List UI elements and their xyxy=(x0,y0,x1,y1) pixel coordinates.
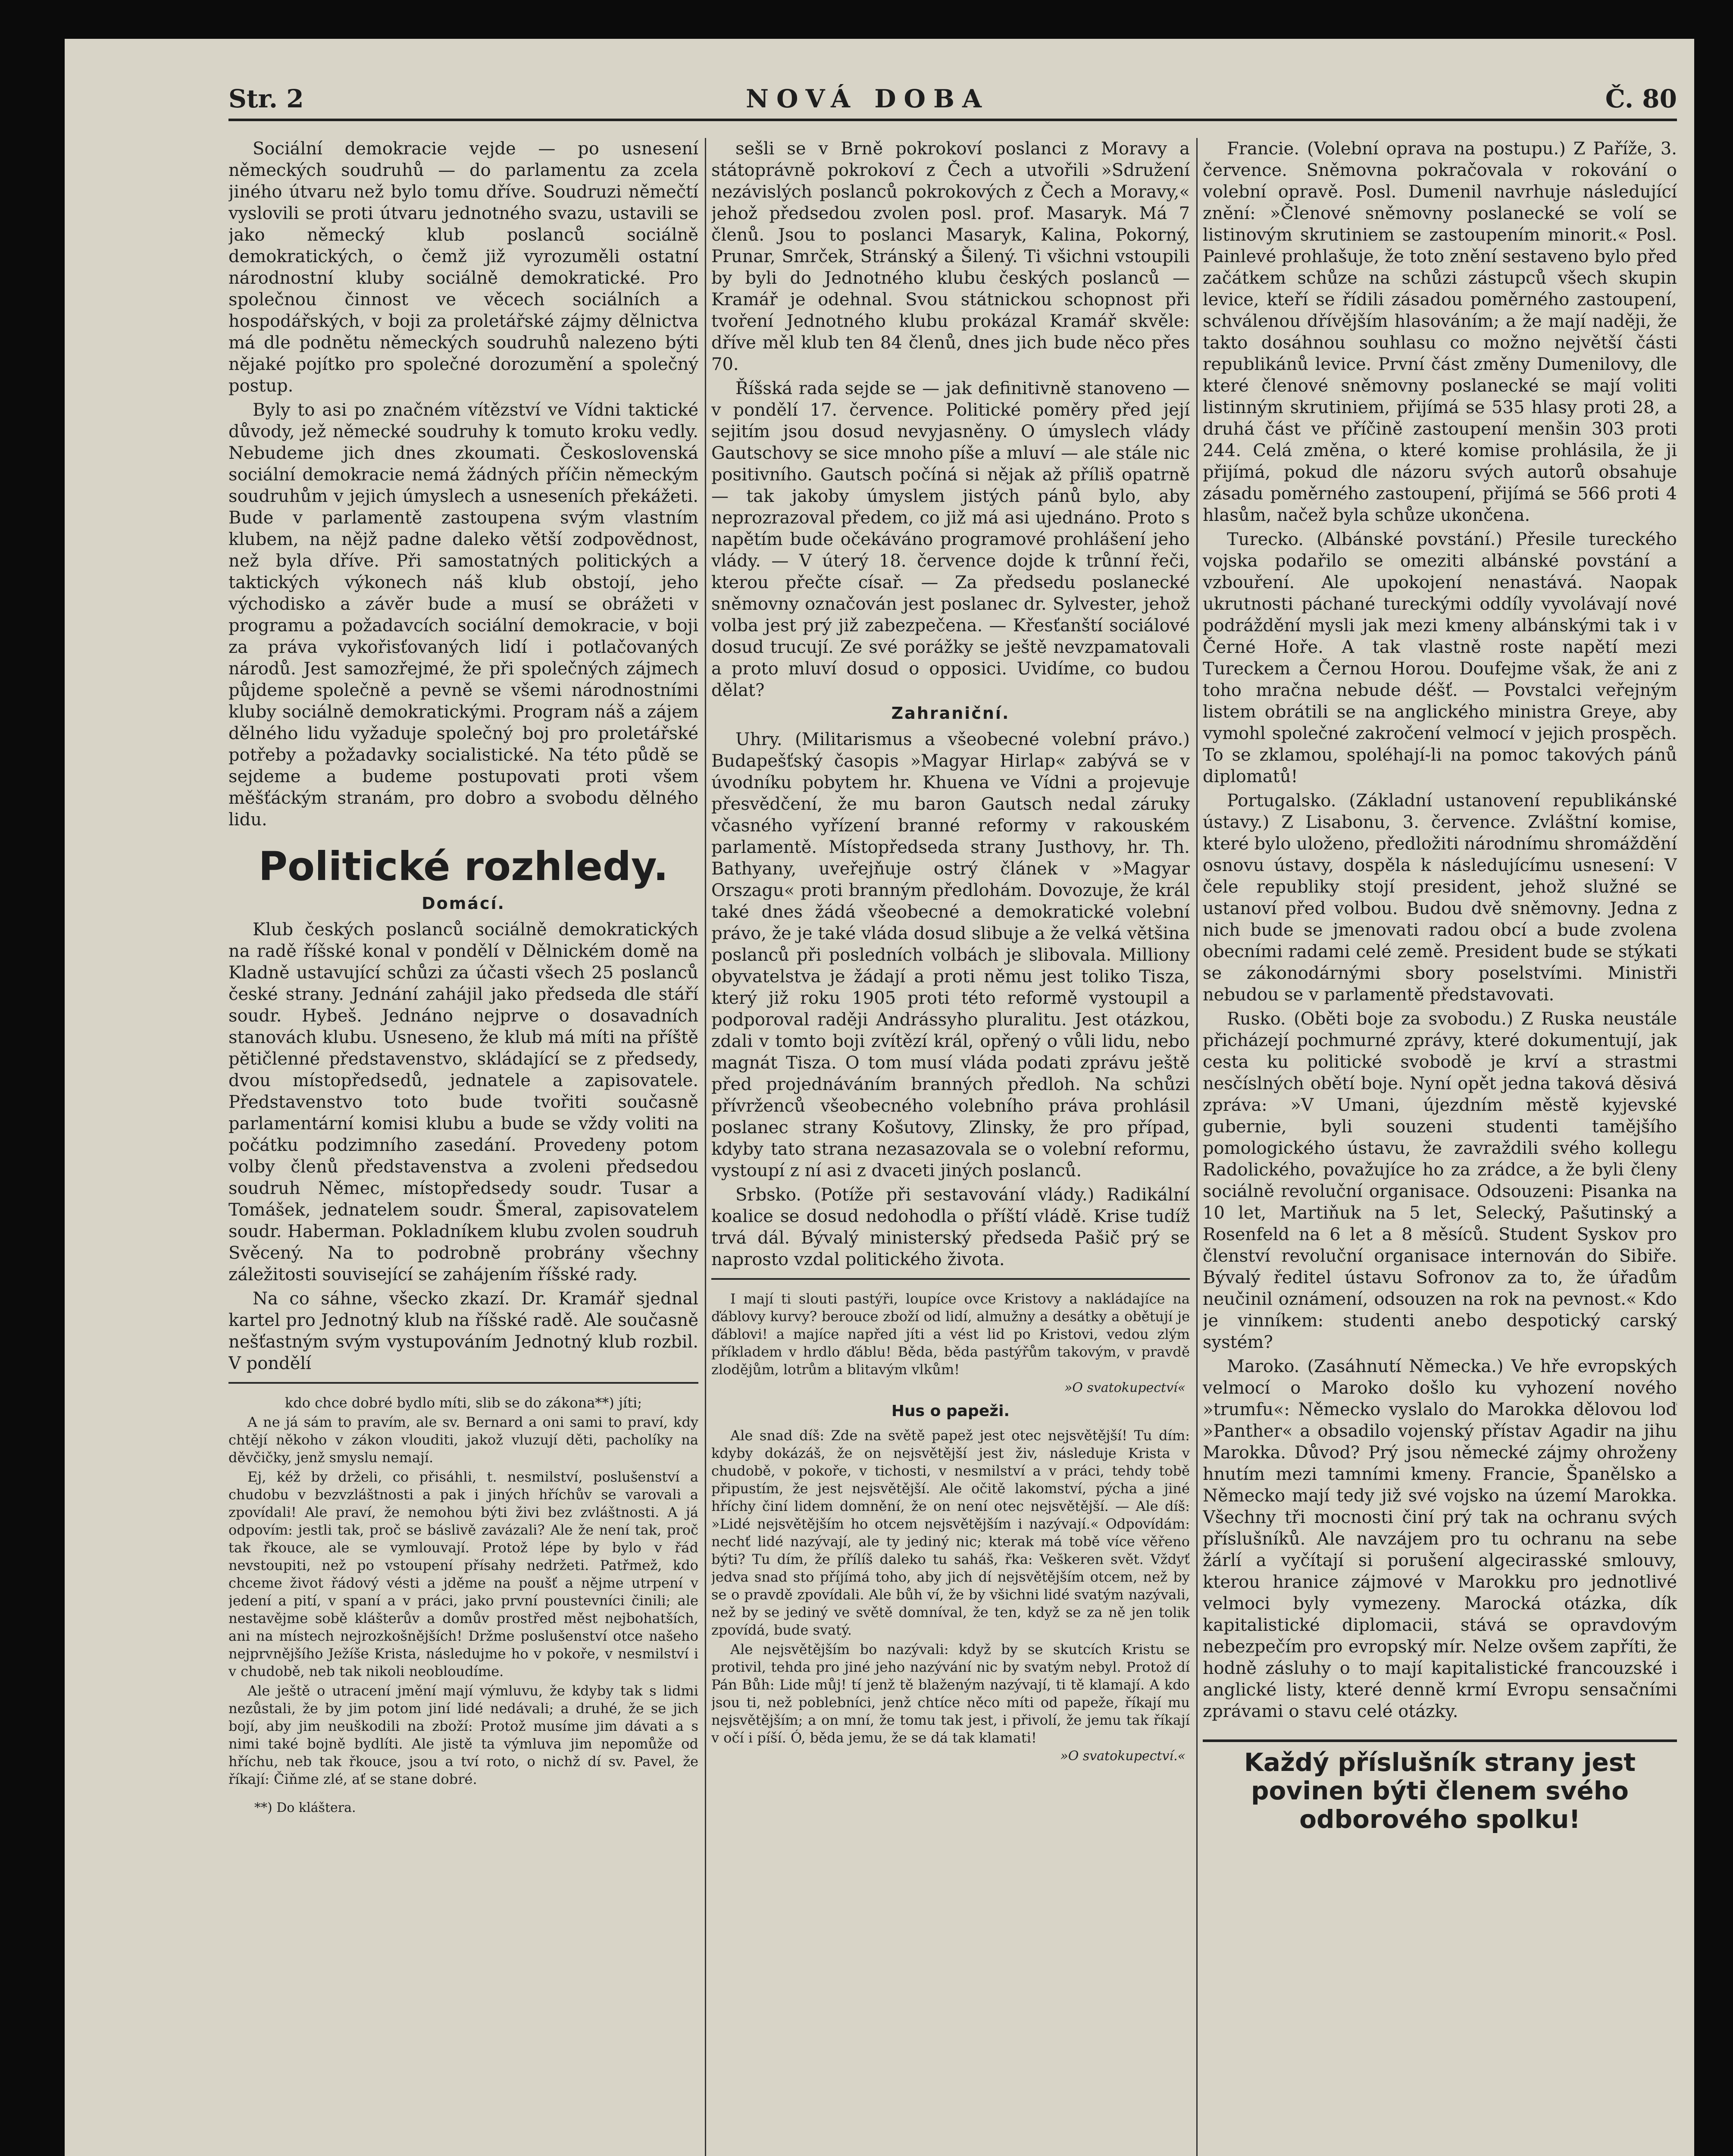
footnote: **) Do kláštera. xyxy=(254,1800,356,1815)
column-rule-2 xyxy=(1196,138,1198,2156)
feuilleton-rule xyxy=(228,1382,698,1384)
feuilleton-paragraph: I mají ti slouti pastýři, loupíce ovce Kristovy a nakládajíce na ďáblovy kurvy? berouce zboží od lidí, almužny a desátky a obětují je ďáblovi! a majíce napřed jíti a vést lid po Kristovi, vedou zlým příkladem v hrdlo ďáblu! Běda, běda pastýřům takovým, v pravdě zlodějům, lotrům a blitavým vlkům! xyxy=(711,1291,1190,1378)
paper-name: NOVÁ DOBA xyxy=(746,84,990,113)
article-paragraph: Byly to asi po značném vítězství ve Vídni taktické důvody, jež německé soudruhy k tomuto kroku vedly. Nebudeme jich dnes zkoumati. Československá sociální demokracie nemá žádných příčin německým soudruhům v jejich úmyslech a usneseních překážeti. Bude v parlamentě zastoupena svým vlastním klubem, na nějž padne daleko větší zodpovědnost, než byla dříve. Při samostatných politických a taktických výkonech náš klub obstojí, jeho východisko a závěr bude a musí se obrážeti v programu a požadavcích sociální demokracie, v boji za práva vykořisťovaných lidí i potlačovaných národů. Jest samozřejmé, že při společných zájmech půjdeme společně a pevně se všemi národnostními kluby sociálně demokratickými. Program náš a zájem dělného lidu vyžaduje společný boj pro proletářské potřeby a požadavky socialistické. Na této půdě se sejdeme a budeme postupovati proti všem měšťáckým stranám, pro dobro a svobodu dělného lidu. xyxy=(228,400,698,830)
issue-number: Č. 80 xyxy=(1605,84,1677,113)
feuilleton-paragraph: Ej, kéž by drželi, co přisáhli, t. nesmilství, poslušenství a chudobu v bezvzláštnosti a pak i jiných hříchův se varovali a zpovídali! Ale praví, že nemohou býti živi bez zvláštnosti. A já odpovím: jestli tak, proč se báslivě zavázali? Ale že není tak, proč tak řkouce, ale se vymlouvají. Protož lépe by bylo v řád nevstoupiti, než po vstoupení přísahy nedržeti. Patřmež, kdo chceme život řádový vésti a jděme na poušť a nějme utrpení v jedení a pití, v spaní a v práci, jako první poustevníci činili; ale nestavějme sobě klášterův a domův prostřed měst nejbohatších, ani na místech nejrozkošnějších! Držme poslušenství otce našeho nejprvnějšího Ježíše Krista, následujme ho v pokoře, v nesmilství i v chudobě, neb tak nikoli neobloudíme. xyxy=(228,1469,698,1680)
column-right xyxy=(1203,138,1677,2156)
feuilleton-paragraph: Ale nejsvětějším bo nazývali: když by se skutcích Kristu se protivil, tehda pro jiné jeho nazývání nic by svatým nebyl. Protož dí Pán Bůh: Lide můj! tí jenž tě blaženým nazývají, ti tě klamají. A kdo jsou ti, než poblebníci, jenž chtíce něco míti od papeže, říkají mu nejsvětějším; a on mní, že tomu tak jest, i přivolí, že jemu tak říkají v očí i píší. Ó, běda jemu, že se dá tak klamati! xyxy=(711,1641,1190,1746)
page-number: Str. 2 xyxy=(228,84,304,113)
article-paragraph: Turecko. (Albánské povstání.) Přesile tureckého vojska podařilo se omeziti albánské povstání a vzbouření. Ale upokojení nenastává. Naopak ukrutnosti páchané tureckými oddíly vyvolávají nové podráždění mysli jak mezi kmeny albánskými tak i v Černé Hoře. A tak vlastně roste napětí mezi Tureckem a Černou Horou. Doufejme však, že ani z toho mračna nebude déšť. — Povstalci veřejným listem obrátili se na anglického ministra Greye, aby vymohl společné zakročení velmocí v jejich prospěch. To se zklamou, spoléhají-li na pomoc takových pánů diplomatů! xyxy=(1203,530,1677,787)
feuilleton-source: »O svatokupectví« xyxy=(1064,1380,1186,1395)
section-subheading: Domácí. xyxy=(422,894,505,913)
feuilleton-paragraph: A ne já sám to pravím, ale sv. Bernard a oni sami to praví, kdy chtějí někoho v zákon vlouditi, jakož vluzují děti, pacholíky na děvčičky, jenž smyslu nemají. xyxy=(228,1414,698,1466)
article-paragraph: Srbsko. (Potíže při sestavování vlády.) Radikální koalice se dosud nedohodla o příští vládě. Krise tudíž trvá dál. Bývalý ministerský předseda Pašič prý se naprosto vzdal politického života. xyxy=(711,1185,1190,1269)
article-paragraph: Uhry. (Militarismus a všeobecné volební právo.) Budapešťský časopis »Magyar Hirlap« zabývá se v úvodníku pobytem hr. Khuena ve Vídni a projevuje přesvědčení, že mu baron Gautsch nedal záruky včasného vyřízení branné reformy v rakouském parlamentě. Místopředseda strany Justhovy, hr. Th. Bathyany, uveřejňuje ostrý článek v »Magyar Orszagu« proti branným předlohám. Dovozuje, že král také dnes žádá všeobecné a demokratické volební právo, že je také vláda dosud slibuje a že velká většina poslanců při posledních volbách je slibovala. Milliony obyvatelstva je žádají a proti němu jest toliko Tisza, který již roku 1905 proti této reformě vystoupil a podporoval raději Andrássyho pluralitu. Jest otázkou, zdali v tomto boji zvítězí král, opřený o vůli lidu, nebo magnát Tisza. O tom musí vláda podati zprávu ještě před projednáváním branných předloh. Na schůzi přívrženců všeobecného volebního práva prohlásil poslanec strany Košutovy, Zlinsky, že pro případ, kdyby tato strana nezasazovala se o volební reformu, vystoupí z ní asi z dvaceti jiných poslanců. xyxy=(711,730,1190,1181)
article-paragraph: Francie. (Volební oprava na postupu.) Z Paříže, 3. července. Sněmovna pokračovala v rokování o volební opravě. Posl. Dumenil navrhuje následující znění: »Členové sněmovny poslanecké se volí se listinovým skrutiniem se zastoupením minorit.« Posl. Painlevé prohlašuje, že toto znění sestaveno bylo před začátkem schůze na schůzi zástupců všech skupin levice, kteří se řídili zásadou poměrného zastoupení, schválenou dřívějším hlasováním; a že mají naději, že takto dosáhnou souhlasu co možno největší části republikánů levice. První část změny Dumenilovy, dle které členové sněmovny poslanecké se mají voliti listinným skrutiniem, přijímá se 535 hlasy proti 28, a druhá část ve příčině zastoupení menšin 303 proti 244. Celá změna, o které komise prohlásila, že ji přijímá, pokud dle názoru svých autorů obsahuje zásadu poměrného zastoupení, přijímá se 566 proti 4 hlasům, načež byla schůze ukončena. xyxy=(1203,139,1677,525)
section-heading: Politické rozhledy. xyxy=(258,843,669,890)
article-paragraph: Na co sáhne, všecko zkazí. Dr. Kramář sjednal kartel pro Jednotný klub na říšské radě. Ale současně nešťastným svým vystupováním Jednotný klub rozbil. V pondělí xyxy=(228,1289,698,1373)
feuilleton-title: Hus o papeži. xyxy=(891,1402,1010,1420)
masthead xyxy=(228,80,1677,121)
article-paragraph: Maroko. (Zasáhnutí Německa.) Ve hře evropských velmocí o Maroko došlo ku vyhození nového »trumfu«: Německo vyslalo do Marokka dělovou loď »Panther« a obsadilo vojenský přístav Agadir na jihu Marokka. Důvod? Prý jsou německé zájmy ohroženy hnutím mezi tamními kmeny. Francie, Španělsko a Německo mají tedy již své vojsko na území Marokka. Všechny tři mocnosti činí prý tak na ochranu svých příslušníků. Ale navzájem pro tu ochranu na sebe žárlí a vyčítají si porušení algecirasské smlouvy, kterou hranice zájmové v Marokku pro jednotlivé velmoci byly vymezeny. Marocká otázka, dík kapitalistické diplomacii, stává se opravdovým nebezpečím pro evropský mír. Nelze ovšem zapříti, že hodně zásluhy o to mají kapitalistické francouzské i anglické listy, které denně krmí Evropu sensačními zprávami o stavu celé otázky. xyxy=(1203,1357,1677,1721)
column-middle xyxy=(711,138,1190,2156)
article-paragraph: Portugalsko. (Základní ustanovení republikánské ústavy.) Z Lisabonu, 3. července. Zvláštní komise, které bylo uloženo, předložiti národnímu shromáždění osnovu ústavy, dospěla k následujícímu usnesení: V čele republiky stojí president, jehož služné se ustanoví před volbou. Budou dvě sněmovny. Jedna z nich bude se jmenovati radou obcí a bude zvolena obecními radami celé země. President bude se stýkati se zákonodárnými sbory poselstvími. Ministři nebudou se v parlamentě představovati. xyxy=(1203,791,1677,1005)
article-paragraph: Rusko. (Oběti boje za svobodu.) Z Ruska neustále přicházejí pochmurné zprávy, které dokumentují, jak cesta ku politické svobodě je krví a strastmi nesčíslných obětí boje. Nyní opět jedna taková děsivá zpráva: »V Umani, újezdním městě kyjevské gubernie, byli souzeni studenti tamějšího pomologického ústavu, že zavraždili svého kollegu Radolického, považujíce ho za zrádce, a že byli členy sociálně revoluční organisace. Odsouzeni: Pisanka na 10 let, Martiňuk na 5 let, Selecký, Pašutinský a Rosenfeld na 6 let a 8 měsíců. Student Syskov pro členství revoluční organisace internován do Sibiře. Bývalý ředitel ústavu Sofronov za to, že úřadům neučinil oznámení, odsouzen na rok na pevnost.« Kdo je vinníkem: studenti anebo despotický carský systém? xyxy=(1203,1009,1677,1352)
party-slogan: Každý příslušník strany jest povinen býti členem svého odborového spolku! xyxy=(1203,1739,1677,1833)
column-left xyxy=(228,138,698,2156)
section-subheading: Zahraniční. xyxy=(891,704,1010,723)
article-paragraph: Sociální demokracie vejde — po usnesení německých soudruhů — do parlamentu za zcela jiného útvaru než bylo tomu dříve. Soudruzi němečtí vyslovili se proti útvaru jednotného svazu, ustavili se jako německý klub poslanců sociálně demokratických, o čemž již vyrozuměli ostatní národnostní kluby sociálně demokratické. Pro společnou činnost ve věcech sociálních a hospodářských, v boji za proletářské zájmy dělnictva má dle podnětu německých soudruhů nalezeno býti nějaké pojítko pro společné dorozumění a společný postup. xyxy=(228,139,698,396)
article-paragraph: Klub českých poslanců sociálně demokratických na radě říšské konal v pondělí v Dělnickém domě na Kladně ustavující schůzi za účasti všech 25 poslanců české strany. Jednání zahájil jako předseda dle stáří soudr. Hybeš. Jednáno nejprve o dosavadních stanovách klubu. Usneseno, že klub má míti na příště pětičlenné představenstvo, skládající se z předsedy, dvou místopředsedů, jednatele a zapisovatele. Představenstvo toto bude tvořiti současně parlamentární komisi klubu a bude se vždy voliti na počátku podzimního zasedání. Provedeny potom volby členů představenstva a zvoleni předsedou soudruh Němec, místopředsedy soudr. Tusar a Tomášek, jednatelem soudr. Šmeral, zapisovatelem soudr. Haberman. Pokladníkem klubu zvolen soudruh Svěcený. Na to podrobně probrány všechny záležitosti související se zahájením říšské rady. xyxy=(228,920,698,1285)
column-rule-1 xyxy=(705,138,706,2156)
feuilleton-verse: kdo chce dobré bydlo míti, slib se do zákona**) jíti; xyxy=(285,1395,642,1411)
feuilleton-source: »O svatokupectví.« xyxy=(1060,1749,1186,1764)
feuilleton-rule xyxy=(711,1278,1190,1280)
feuilleton-paragraph: Ale ještě o utracení jmění mají výmluvu, že kdyby tak s lidmi nezůstali, že by jim potom jiní lidé nedávali; a druhé, že se jich bojí, aby jim neuškodili na zboží: Protož musíme jim dávati a s nimi také bojně bydlíti. Ale jistě ta výmluva jim nepomůže od hříchu, neb tak řkouce, jsou a tví roto, o nichž dí sv. Pavel, že říkají: Čiňme zlé, ať se stane dobré. xyxy=(228,1683,698,1787)
newspaper-page xyxy=(65,39,1694,2156)
article-paragraph: sešli se v Brně pokrokoví poslanci z Moravy a státoprávně pokrokoví z Čech a utvořili »Sdružení nezávislých poslanců pokrokových z Čech a Moravy,« jehož předsedou zvolen posl. prof. Masaryk. Má 7 členů. Jsou to poslanci Masaryk, Kalina, Pokorný, Prunar, Smrček, Stránský a Šilený. Ti všichni vstoupili by byli do Jednotného klubu českých poslanců — Kramář je odehnal. Svou státnickou schopnost při tvoření Jednotného klubu prokázal Kramář skvěle: dříve měl klub ten 84 členů, dnes jich bude něco přes 70. xyxy=(711,139,1190,374)
article-paragraph: Říšská rada sejde se — jak definitivně stanoveno — v pondělí 17. července. Politické poměry před její sejitím jsou dosud nevyjasněny. O úmyslech vlády Gautschovy se sice mnoho píše a mluví — ale stále nic positivního. Gautsch počíná si nějak až příliš opatrně — tak jakoby úmyslem jistých pánů bylo, aby neprozrazoval předem, co již má asi ujednáno. Proto s napětím bude očekáváno programové prohlášení jeho vlády. — V úterý 18. července dojde k trůnní řeči, kterou přečte císař. — Za předsedu poslanecké sněmovny označován jest poslanec dr. Sylvester, jehož volba jest prý již zabezpečena. — Křesťanští sociálové dosud trucují. Ze své porážky se ještě nevzpamatovali a proto mluví dosud o opposici. Uvidíme, co budou dělat? xyxy=(711,379,1190,700)
feuilleton-paragraph: Ale snad díš: Zde na světě papež jest otec nejsvětější! Tu dím: kdyby dokázáš, že on nejsvětější jest živ, následuje Krista v chudobě, v pokoře, v tichosti, v nesmilství a v práci, tehdy tobě připustím, že jest nejsvětější. Ale očitě lakomství, pýcha a jiné hříchy činí lidem domnění, že on není otec nejsvětější. — Ale díš: »Lidé nejsvětějším ho otcem nejsvětějším i nazývají.« Odpovídám: nechť lidé nazývají, ale ty jediný nic; kterak má tobě více věřeno býti? Tu dím, že přílíš daleko tu saháš, řka: Veškeren svět. Vždyť jedva snad sto příjímá toho, aby jich dí nejsvětějším otcem, než by se o pravdě zpovídali. Ale bůh ví, že by všichni lidé svatým nazývali, než by se jediný ve světě domníval, že ten, když se za ně jen tolik zpovídá, bude svatý. xyxy=(711,1427,1190,1638)
